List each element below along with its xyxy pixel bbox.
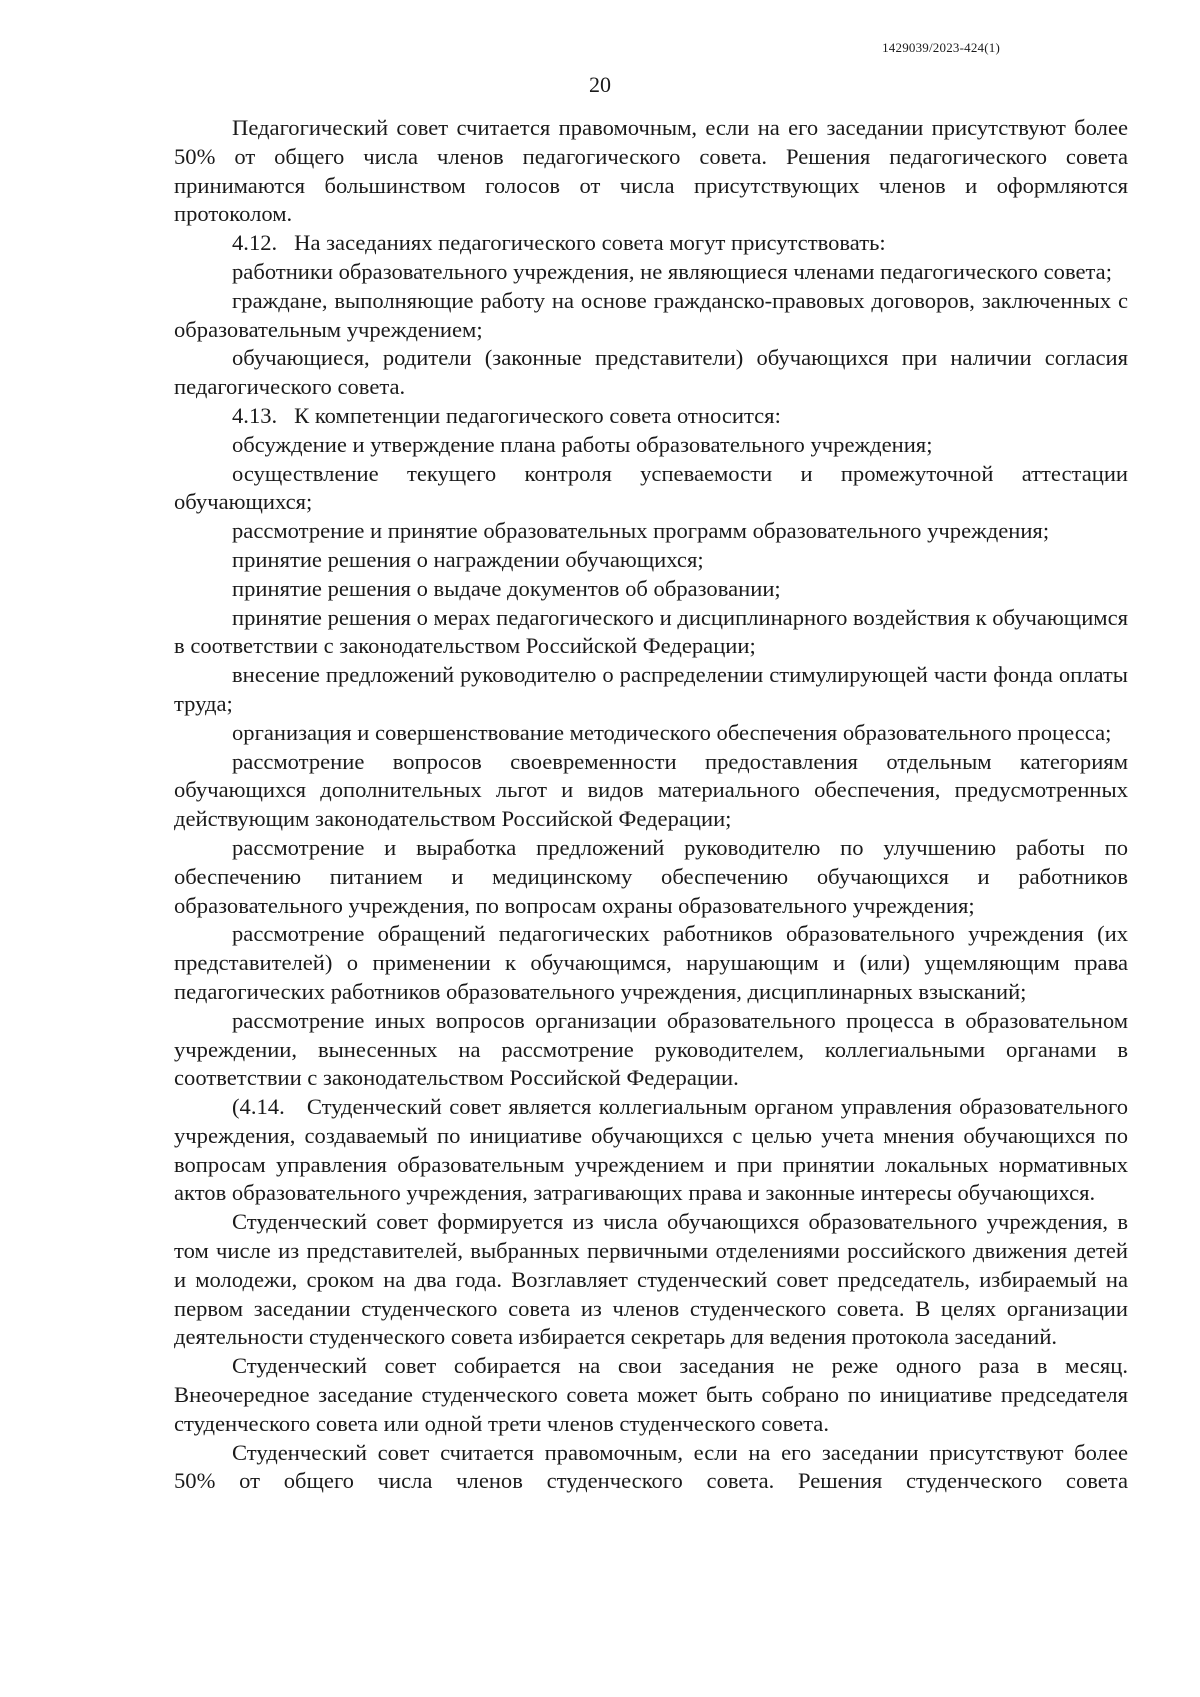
list-item: рассмотрение иных вопросов организации образовательного процесса в образовательном учреждении, вынесенных на рассмотрение руководителем, коллегиальными органами в соответствии с законодательством Российской Федерации. [174, 1007, 1128, 1091]
paragraph-student-council-quorum: Студенческий совет считается правомочным, если на его заседании присутствуют более 50% от общего числа членов студенческого совета. Решения студенческого совета [174, 1439, 1128, 1494]
list-item: внесение предложений руководителю о распределении стимулирующей части фонда оплаты труда; [174, 662, 1128, 716]
list-item: принятие решения о мерах педагогического и дисциплинарного воздействия к обучающимся в соответствии с законодательством Российской Федерации; [174, 604, 1129, 659]
list-item: обучающиеся, родители (законные представители) обучающихся при наличии согласия педагогического совета. [174, 345, 1128, 400]
document-registration-number: 1429039/2023-424(1) [882, 40, 1000, 55]
list-item: принятие решения о награждении обучающихся; [232, 546, 704, 572]
paragraph-student-council-formation: Студенческий совет формируется из числа обучающихся образовательного учреждения, в том числе из представителей, выбранных первичными отделениями российского движения детей и молодежи, сроком на два года. Возглавляет студенческий совет председатель, избираемый на первом заседании студенческого совета из членов студенческого совета. В целях организации деятельности студенческого совета избирается секретарь для ведения протокола заседаний. [174, 1209, 1128, 1350]
paragraph-quorum-pedagogical: Педагогический совет считается правомочным, если на его заседании присутствуют более 50% от общего числа членов педагогического совета. Решения педагогического совета принимаются большинством голосов от числа присутствующих членов и оформляются протоколом. [174, 115, 1128, 227]
list-item: принятие решения о выдаче документов об образовании; [232, 575, 781, 601]
list-item: обсуждение и утверждение плана работы образовательного учреждения; [232, 431, 933, 457]
list-item: рассмотрение обращений педагогических работников образовательного учреждения (их представителей) о применении к обучающимся, нарушающим и (или) ущемляющим права педагогических работников образовательного учреждения, дисциплинарных взысканий; [174, 921, 1128, 1004]
list-item: рассмотрение и выработка предложений руководителю по улучшению работы по обеспечению питанием и медицинскому обеспечению обучающихся и работников образовательного учреждения, по вопросам охраны образовательного учреждения; [174, 834, 1128, 918]
paragraph-4-13-heading: 4.13. К компетенции педагогического совета относится: [232, 402, 781, 428]
list-item: граждане, выполняющие работу на основе гражданско-правовых договоров, заключенных с образовательным учреждением; [174, 287, 1128, 342]
page-number: 20 [589, 72, 611, 97]
paragraph-student-council-meetings: Студенческий совет собирается на свои заседания не реже одного раза в месяц. Внеочередное заседание студенческого совета может быть собрано по инициативе председателя студенческого совета или одной трети членов студенческого совета. [174, 1353, 1128, 1436]
list-item: организация и совершенствование методического обеспечения образовательного процесса; [232, 719, 1112, 745]
document-body [174, 114, 1128, 1496]
paragraph-4-12-heading: 4.12. На заседаниях педагогического совета могут присутствовать: [232, 230, 886, 256]
list-item: рассмотрение и принятие образовательных программ образовательного учреждения; [232, 518, 1050, 544]
list-item: рассмотрение вопросов своевременности предоставления отдельным категориям обучающихся дополнительных льгот и видов материального обеспечения, предусмотренных действующим законодательством Российской Федерации; [174, 748, 1128, 832]
list-item: осуществление текущего контроля успеваемости и промежуточной аттестации обучающихся; [174, 460, 1128, 515]
paragraph-4-14-student-council: (4.14. Студенческий совет является коллегиальным органом управления образовательного учреждения, создаваемый по инициативе обучающихся с целью учета мнения обучающихся по вопросам управления образовательным учреждением и при принятии локальных нормативных актов образовательного учреждения, затрагивающих права и законные интересы обучающихся. [174, 1094, 1128, 1206]
list-item: работники образовательного учреждения, не являющиеся членами педагогического совета; [232, 258, 1112, 284]
